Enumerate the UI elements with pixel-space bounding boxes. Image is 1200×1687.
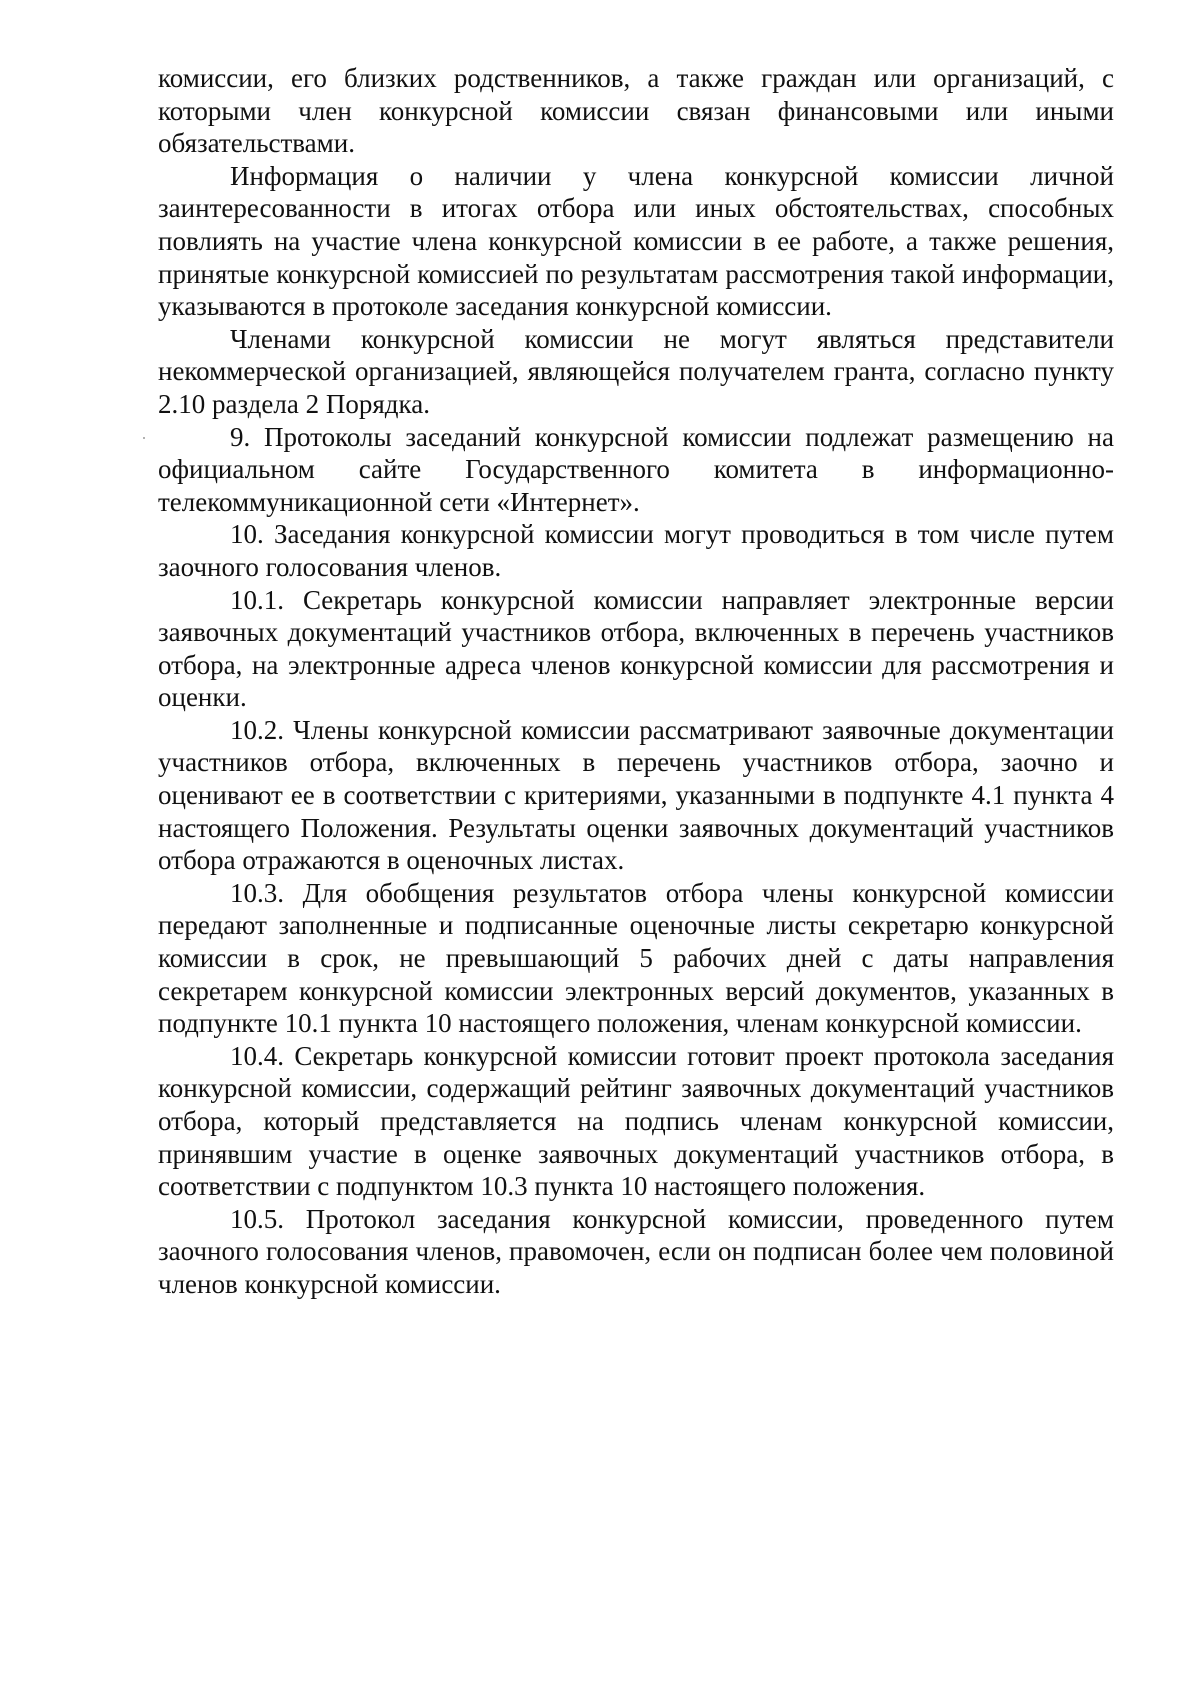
paragraph-conflict-information: Информация о наличии у члена конкурсной комиссии личной заинтересованности в итогах отбора или иных обстоятельствах, способных повлиять на участие члена конкурсной комиссии в ее работе, а также решения, принятые конкурсной комиссией по результатам рассмотрения такой информации, указываются в протоколе заседания конкурсной комиссии. — [158, 160, 1114, 322]
paragraph-10-4: 10.4. Секретарь конкурсной комиссии готовит проект протокола заседания конкурсной комиссии, содержащий рейтинг заявочных документаций участников отбора, который представляется на подпись членам конкурсной комиссии, принявшим участие в оценке заявочных документаций участников отбора, в соответствии с подпунктом 10.3 пункта 10 настоящего положения. — [158, 1040, 1114, 1202]
scan-speck — [143, 437, 145, 439]
paragraph-10: 10. Заседания конкурсной комиссии могут проводиться в том числе путем заочного голосования членов. — [158, 519, 1114, 582]
paragraph-9: 9. Протоколы заседаний конкурсной комиссии подлежат размещению на официальном сайте Государственного комитета в информационно-телекоммуникационной сети «Интернет». — [158, 421, 1114, 517]
paragraph-membership-restriction: Членами конкурсной комиссии не могут являться представители некоммерческой организацией, являющейся получателем гранта, согласно пункту 2.10 раздела 2 Порядка. — [158, 323, 1114, 419]
document-page — [158, 62, 1114, 1301]
paragraph-10-3: 10.3. Для обобщения результатов отбора члены конкурсной комиссии передают заполненные и подписанные оценочные листы секретарю конкурсной комиссии в срок, не превышающий 5 рабочих дней с даты направления секретарем конкурсной комиссии электронных версий документов, указанных в подпункте 10.1 пункта 10 настоящего положения, членам конкурсной комиссии. — [158, 877, 1114, 1039]
paragraph-10-1: 10.1. Секретарь конкурсной комиссии направляет электронные версии заявочных документаций участников отбора, включенных в перечень участников отбора, на электронные адреса членов конкурсной комиссии для рассмотрения и оценки. — [158, 584, 1114, 713]
paragraph-continuation: комиссии, его близких родственников, а также граждан или организаций, с которыми член конкурсной комиссии связан финансовыми или иными обязательствами. — [158, 63, 1114, 159]
paragraph-10-5: 10.5. Протокол заседания конкурсной комиссии, проведенного путем заочного голосования членов, правомочен, если он подписан более чем половиной членов конкурсной комиссии. — [158, 1203, 1114, 1299]
paragraph-10-2: 10.2. Члены конкурсной комиссии рассматривают заявочные документации участников отбора, включенных в перечень участников отбора, заочно и оценивают ее в соответствии с критериями, указанными в подпункте 4.1 пункта 4 настоящего Положения. Результаты оценки заявочных документаций участников отбора отражаются в оценочных листах. — [158, 714, 1114, 876]
